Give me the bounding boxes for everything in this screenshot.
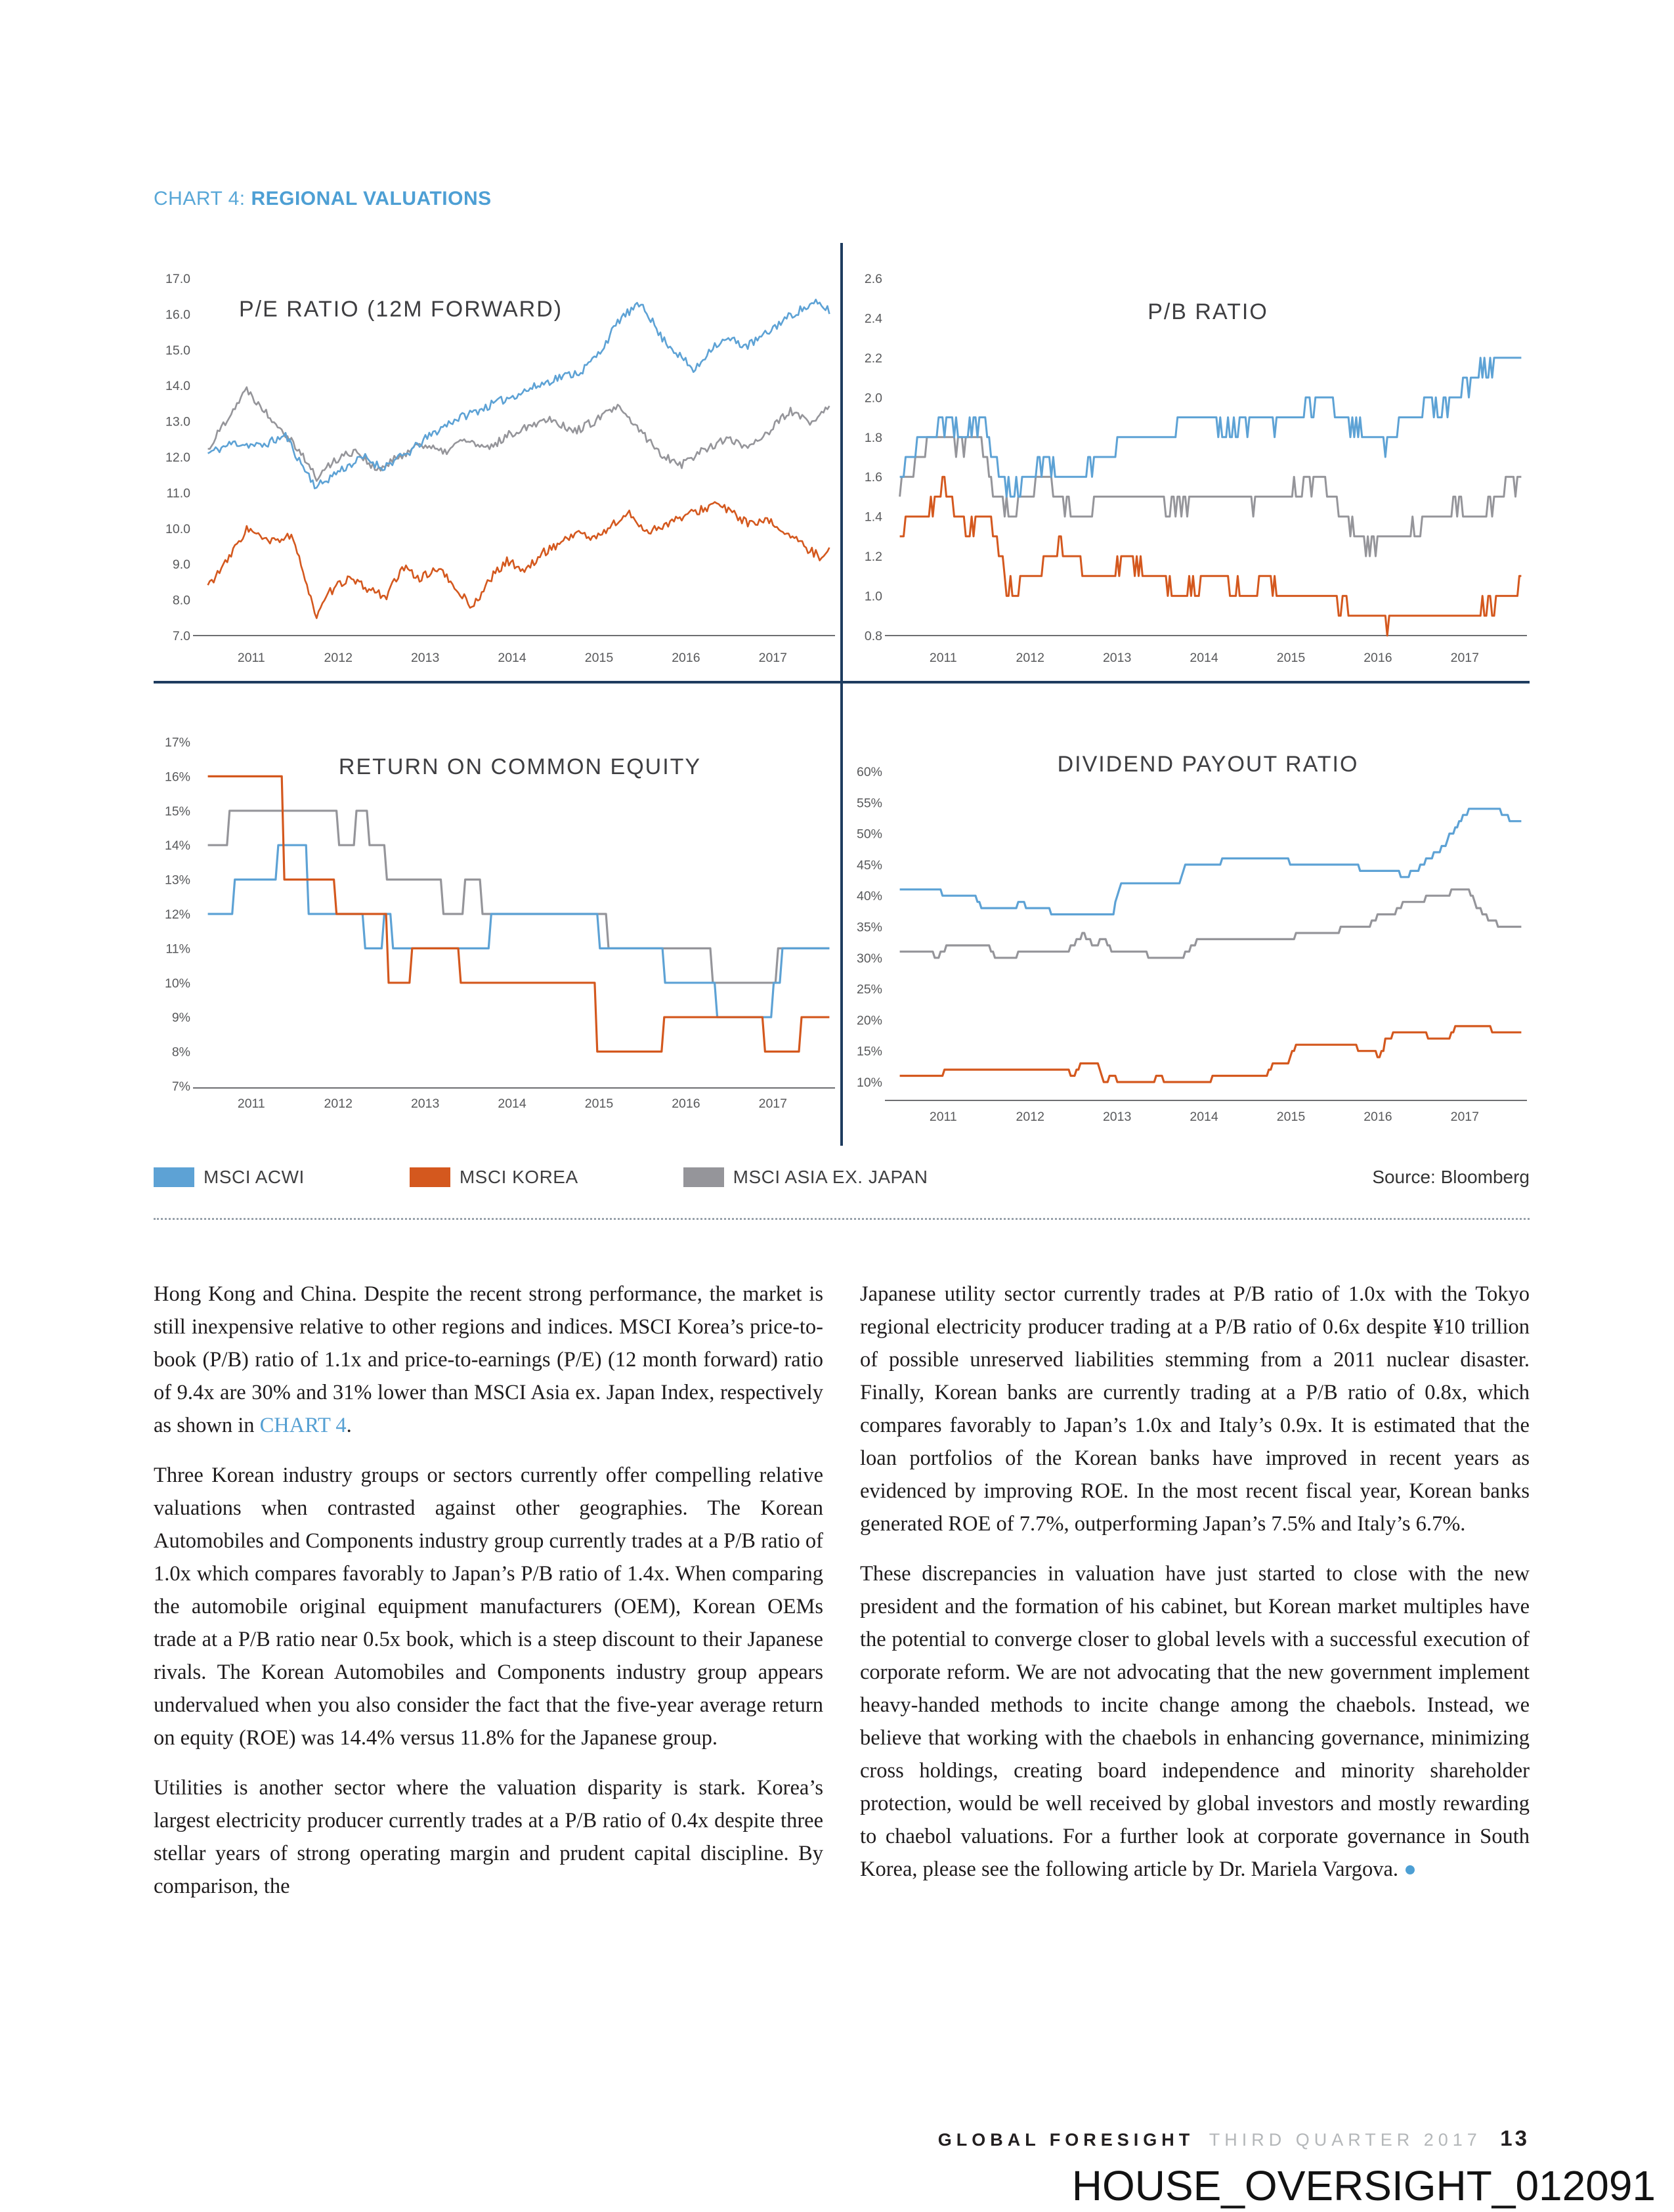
- text-run: .: [346, 1414, 352, 1437]
- x-axis-tick: 2011: [237, 1096, 265, 1111]
- y-axis-tick: 8%: [171, 1045, 190, 1060]
- y-axis-tick: 17.0: [165, 272, 190, 286]
- y-axis-tick: 16.0: [165, 307, 190, 322]
- x-axis-tick: 2017: [1450, 1110, 1480, 1124]
- y-axis-tick: 25%: [856, 982, 882, 997]
- legend-swatch: [683, 1167, 724, 1187]
- page-number: 13: [1500, 2126, 1530, 2150]
- series-line-msci-acwi: [900, 809, 1522, 915]
- chart-div: [842, 681, 1530, 1147]
- y-axis-tick: 2.2: [864, 351, 882, 366]
- y-axis-tick: 10%: [856, 1075, 882, 1090]
- x-axis-tick: 2012: [1016, 651, 1044, 665]
- y-axis-tick: 7.0: [172, 629, 190, 643]
- figure-title-prefix: CHART 4:: [154, 188, 251, 209]
- legend: [154, 1167, 1530, 1188]
- figure-title: [154, 0, 1530, 210]
- y-axis-tick: 45%: [856, 857, 882, 873]
- legend-swatch: [154, 1167, 194, 1187]
- x-axis-tick: 2015: [584, 651, 614, 665]
- text-run: These discrepancies in valuation have just started to close with the new president and the formation of his cabinet, but Korean market multiples have the potential to converge closer to global levels with a successful execution of corporate reform. We are not advocating that the new government implement heavy-handed methods to incite change among the chaebols. Instead, we believe that working with the chaebols in enhancing governance, minimizing cross holdings, creating board independence and minority shareholder protection, would be well received by global investors and mostly rewarding to chaebol valuations. For a further look at corporate governance in South Korea, please see the following article by Dr. Mariela Vargova.: [860, 1562, 1530, 1881]
- end-of-article-dot: ●: [1404, 1857, 1417, 1881]
- series-line-msci-acwi: [900, 358, 1522, 497]
- y-axis-tick: 1.6: [864, 470, 882, 485]
- y-axis-tick: 15%: [856, 1044, 882, 1059]
- y-axis-tick: 13.0: [165, 414, 190, 429]
- x-axis-tick: 2011: [929, 1110, 957, 1124]
- legend-item: [154, 1167, 305, 1188]
- x-axis-tick: 2016: [672, 1096, 700, 1111]
- y-axis-tick: 12.0: [165, 450, 190, 465]
- y-axis-tick: 13%: [164, 873, 190, 888]
- x-axis-tick: 2016: [1363, 651, 1392, 665]
- x-axis-tick: 2015: [1276, 1110, 1306, 1124]
- x-axis-tick: 2014: [1190, 651, 1218, 665]
- x-axis-tick: 2012: [1016, 1110, 1044, 1124]
- section-divider: [154, 1218, 1530, 1220]
- y-axis-tick: 1.2: [864, 550, 882, 565]
- y-axis-tick: 0.8: [864, 629, 882, 643]
- y-axis-tick: 2.4: [864, 311, 882, 326]
- x-axis-tick: 2016: [1363, 1110, 1392, 1124]
- chart-div-title: DIVIDEND PAYOUT RATIO: [1057, 752, 1359, 777]
- series-line-msci-asia-ex-japan: [900, 890, 1522, 958]
- x-axis-tick: 2013: [410, 1096, 440, 1111]
- article-body: [154, 1278, 1530, 1920]
- x-axis-tick: 2014: [498, 651, 526, 665]
- y-axis-tick: 14%: [164, 838, 190, 854]
- chart-4-link[interactable]: CHART 4: [259, 1414, 347, 1437]
- y-axis-tick: 10.0: [165, 521, 190, 536]
- x-axis-tick: 2012: [324, 1096, 353, 1111]
- chart-pb: [842, 257, 1530, 681]
- issue-label: THIRD QUARTER 2017: [1209, 2130, 1482, 2150]
- y-axis-tick: 2.0: [864, 391, 882, 406]
- legend-item: [410, 1167, 578, 1188]
- y-axis-tick: 20%: [856, 1013, 882, 1028]
- figure-title-text: REGIONAL VALUATIONS: [251, 188, 492, 209]
- y-axis-tick: 12%: [164, 907, 190, 922]
- legend-label: MSCI ASIA EX. JAPAN: [733, 1167, 928, 1187]
- x-axis-tick: 2013: [1102, 1110, 1132, 1124]
- x-axis-tick: 2014: [1190, 1110, 1218, 1124]
- y-axis-tick: 35%: [856, 920, 882, 935]
- chart-roe-plot: [154, 732, 836, 1126]
- series-line-msci-asia-ex-japan: [208, 387, 830, 481]
- x-axis-tick: 2011: [929, 651, 957, 665]
- x-axis-tick: 2012: [324, 651, 353, 665]
- y-axis-tick: 15.0: [165, 343, 190, 358]
- chart-pe-title: P/E RATIO (12M FORWARD): [239, 297, 563, 322]
- chart-pe-plot: [154, 268, 836, 676]
- y-axis-tick: 1.0: [864, 589, 882, 604]
- paragraph: [154, 1459, 823, 1754]
- page-footer: [938, 2126, 1530, 2151]
- x-axis-tick: 2011: [237, 651, 265, 665]
- text-run: Hong Kong and China. Despite the recent strong performance, the market is still inexpensive relative to other regions and indices. MSCI Korea’s price-to-book (P/B) ratio of 1.1x and price-to-earnings (P/E) (12 month forward) ratio of 9.4x are 30% and 31% lower than MSCI Asia ex. Japan Index, respectively as shown in: [154, 1282, 823, 1437]
- text-run: Three Korean industry groups or sectors currently offer compelling relative valuations when contrasted against other geographies. The Korean Automobiles and Components industry group currently trades at a P/B ratio of 1.0x which compares favorably to Japan’s P/B ratio of 1.4x. When comparing the automobile original equipment manufacturers (OEM), Korean OEMs trade at a P/B ratio near 0.5x book, which is a steep discount to their Japanese rivals. The Korean Automobiles and Components industry group appears undervalued when you also consider the fact that the five-year average return on equity (ROE) was 14.4% versus 11.8% for the Japanese group.: [154, 1464, 823, 1750]
- x-axis-tick: 2014: [498, 1096, 526, 1111]
- paragraph: [860, 1557, 1530, 1886]
- chart-roe-title: RETURN ON COMMON EQUITY: [338, 754, 702, 779]
- series-line-msci-asia-ex-japan: [900, 437, 1522, 556]
- series-line-msci-acwi: [208, 299, 830, 488]
- source-note: Source: Bloomberg: [1372, 1167, 1530, 1187]
- x-axis-tick: 2015: [584, 1096, 614, 1111]
- x-axis-tick: 2015: [1276, 651, 1306, 665]
- y-axis-tick: 11%: [165, 942, 190, 957]
- text-run: Japanese utility sector currently trades at P/B ratio of 1.0x with the Tokyo regional electricity producer trading at a P/B ratio of 0.6x despite ¥10 trillion of possible unreserved liabilities stemming from a 2011 nuclear disaster. Finally, Korean banks are currently trading at a P/B ratio of 0.8x, which compares favorably to Japan’s 1.0x and Italy’s 0.9x. It is estimated that the loan portfolios of the Korean banks have improved in recent years as evidenced by improving ROE. In the most recent fiscal year, Korean banks generated ROE of 7.7%, outperforming Japan’s 7.5% and Italy’s 6.7%.: [860, 1282, 1530, 1536]
- legend-item: [683, 1167, 928, 1188]
- x-axis-tick: 2013: [410, 651, 440, 665]
- series-line-msci-korea: [208, 502, 830, 618]
- y-axis-tick: 30%: [856, 951, 882, 966]
- article-right-column: [860, 1278, 1530, 1920]
- x-axis-tick: 2017: [1450, 651, 1480, 665]
- text-run: Utilities is another sector where the valuation disparity is stark. Korea’s largest electricity producer currently trades at a P/B ratio of 0.4x despite three stellar years of strong operating margin and prudent capital discipline. By comparison, the: [154, 1776, 823, 1898]
- legend-label: MSCI ACWI: [204, 1167, 305, 1187]
- chart-pb-title: P/B RATIO: [1148, 299, 1268, 324]
- series-line-msci-acwi: [208, 845, 830, 1017]
- chart-pe: [154, 257, 842, 681]
- x-axis-tick: 2016: [672, 651, 700, 665]
- watermark: HOUSE_OVERSIGHT_012091: [1071, 2162, 1656, 2209]
- chart-div-plot: [846, 760, 1528, 1144]
- y-axis-tick: 9%: [171, 1010, 190, 1026]
- paragraph: [154, 1278, 823, 1442]
- y-axis-tick: 40%: [856, 889, 882, 904]
- paragraph: [154, 1771, 823, 1903]
- y-axis-tick: 16%: [164, 770, 190, 785]
- y-axis-tick: 11.0: [166, 486, 190, 501]
- chart-grid: [154, 257, 1530, 1147]
- paragraph: [860, 1278, 1530, 1540]
- x-axis-tick: 2017: [758, 651, 788, 665]
- y-axis-tick: 15%: [164, 804, 190, 819]
- publication-name: GLOBAL FORESIGHT: [937, 2130, 1195, 2150]
- legend-swatch: [410, 1167, 450, 1187]
- chart-roe: [154, 681, 842, 1147]
- y-axis-tick: 2.6: [864, 272, 882, 286]
- article-left-column: [154, 1278, 823, 1920]
- y-axis-tick: 60%: [856, 765, 882, 779]
- series-line-msci-korea: [900, 1026, 1522, 1082]
- y-axis-tick: 7%: [171, 1079, 190, 1094]
- y-axis-tick: 14.0: [165, 379, 190, 394]
- y-axis-tick: 8.0: [172, 593, 190, 608]
- legend-label: MSCI KOREA: [459, 1167, 578, 1187]
- y-axis-tick: 55%: [856, 796, 882, 811]
- series-line-msci-korea: [900, 477, 1522, 636]
- y-axis-tick: 17%: [164, 735, 190, 750]
- x-axis-tick: 2017: [758, 1096, 788, 1111]
- x-axis-tick: 2013: [1102, 651, 1132, 665]
- chart-pb-plot: [846, 268, 1528, 676]
- y-axis-tick: 1.8: [864, 430, 882, 445]
- y-axis-tick: 1.4: [864, 510, 882, 525]
- legend-items: [154, 1167, 928, 1188]
- series-line-msci-asia-ex-japan: [208, 811, 830, 983]
- y-axis-tick: 10%: [164, 976, 190, 991]
- y-axis-tick: 9.0: [172, 557, 190, 573]
- y-axis-tick: 50%: [856, 827, 882, 842]
